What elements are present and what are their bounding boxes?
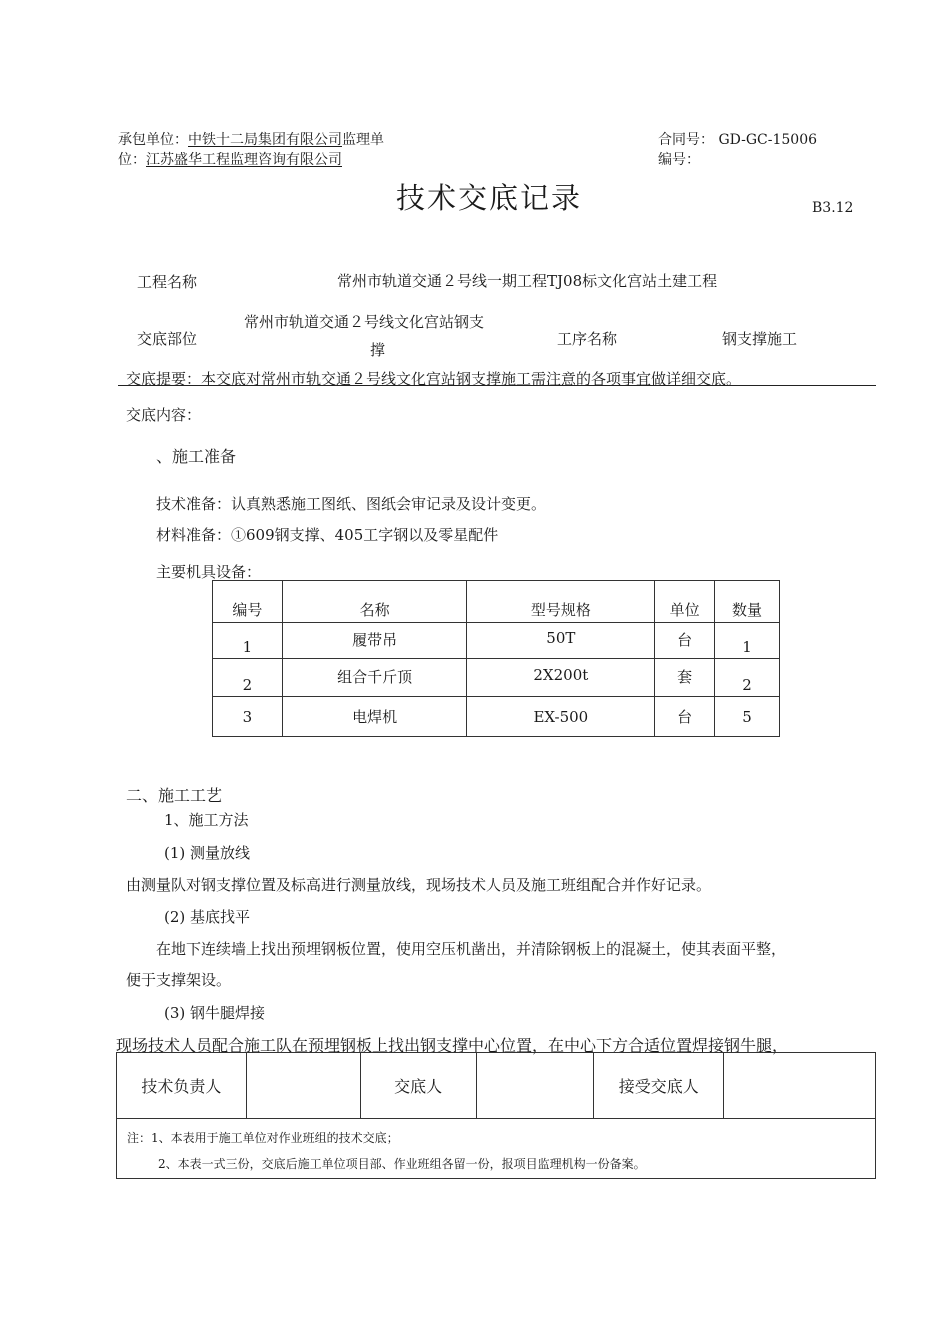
section2-title: 二、施工工艺 — [126, 786, 223, 805]
summary: 交底提要：本交底对常州市轨交通２号线文化宫站钢支撑施工需注意的各项事宜做详细交底。 — [126, 370, 742, 388]
step1-title: (1) 测量放线 — [164, 844, 251, 862]
cell-unit: 台 — [655, 623, 715, 659]
process-label: 工序名称 — [557, 330, 618, 348]
contract-no-value: GD-GC-15006 — [718, 132, 818, 148]
method-title: 1、施工方法 — [164, 811, 249, 829]
equipment-header-row — [213, 581, 780, 623]
location-value-line2: 撑 — [370, 341, 386, 359]
cell-unit: 套 — [655, 659, 715, 697]
cell-no: 1 — [213, 623, 283, 659]
header-cell-spec: 型号规格 — [467, 581, 655, 623]
process-value: 钢支撑施工 — [722, 330, 798, 348]
header-cell-unit: 单位 — [655, 581, 715, 623]
project-name-value: 常州市轨道交通２号线一期工程TJ08标文化宫站土建工程 — [337, 272, 718, 290]
cell-qty: 5 — [715, 697, 780, 737]
equipment-table — [212, 580, 780, 737]
header-cell-no: 编号 — [213, 581, 283, 623]
cell-spec: 2X200t — [467, 659, 655, 697]
cell-unit: 台 — [655, 697, 715, 737]
contract-no-label: 合同号： — [658, 132, 714, 148]
supervisor-line — [118, 149, 342, 169]
presenter-label: 交底人 — [360, 1053, 476, 1119]
step1-text: 由测量队对钢支撑位置及标高进行测量放线，现场技术人员及施工班组配合并作好记录。 — [126, 876, 712, 894]
material-prep: 材料准备：①609钢支撑、405工字钢以及零星配件 — [156, 526, 499, 544]
table-row — [213, 659, 780, 697]
tech-lead-signature-cell — [246, 1053, 360, 1119]
presenter-signature-cell — [476, 1053, 594, 1119]
receiver-label: 接受交底人 — [594, 1053, 724, 1119]
header-cell-name: 名称 — [282, 581, 467, 623]
signature-table — [116, 1052, 876, 1179]
project-name-label: 工程名称 — [137, 273, 198, 291]
supervisor-label-part1: 监理单 — [342, 132, 384, 148]
supervisor-label-part2: 位： — [118, 152, 146, 168]
contractor-value: 中铁十二局集团有限公司 — [188, 132, 342, 148]
cell-name: 电焊机 — [282, 697, 467, 737]
step2-text-line2: 便于支撑架设。 — [126, 971, 232, 989]
serial-no-label: 编号： — [658, 152, 700, 168]
location-value-line1: 常州市轨道交通２号线文化宫站钢支 — [244, 313, 485, 331]
header-cell-qty: 数量 — [715, 581, 780, 623]
tech-prep: 技术准备：认真熟悉施工图纸、图纸会审记录及设计变更。 — [156, 495, 547, 513]
cell-spec: EX-500 — [467, 697, 655, 737]
contractor-line — [118, 129, 384, 149]
cell-name: 组合千斤顶 — [282, 659, 467, 697]
equipment-label: 主要机具设备： — [156, 563, 262, 581]
step3-title: (3) 钢牛腿焊接 — [164, 1004, 266, 1022]
note-line-1: 注：1、本表用于施工单位对作业班组的技术交底； — [127, 1131, 399, 1145]
table-row — [213, 623, 780, 659]
step3-text: 现场技术人员配合施工队在预埋钢板上找出钢支撑中心位置，在中心下方合适位置焊接钢牛腿， — [116, 1036, 789, 1055]
location-label: 交底部位 — [137, 330, 198, 348]
cell-no: 3 — [213, 697, 283, 737]
cell-qty: 2 — [715, 659, 780, 697]
contract-no — [658, 129, 817, 149]
cell-spec: 50T — [467, 623, 655, 659]
cell-name: 履带吊 — [282, 623, 467, 659]
contractor-label: 承包单位： — [118, 132, 188, 148]
cell-qty: 1 — [715, 623, 780, 659]
note-line-2: 2、本表一式三份，交底后施工单位项目部、作业班组各留一份，报项目监理机构一份备案。 — [158, 1157, 646, 1171]
content-heading: 交底内容： — [126, 406, 202, 424]
table-row — [213, 697, 780, 737]
signature-row — [117, 1053, 876, 1119]
step2-title: (2) 基底找平 — [164, 908, 251, 926]
receiver-signature-cell — [724, 1053, 876, 1119]
step2-text-line1: 在地下连续墙上找出预埋钢板位置，使用空压机凿出，并清除钢板上的混凝土，使其表面平整， — [156, 940, 787, 958]
cell-no: 2 — [213, 659, 283, 697]
supervisor-value: 江苏盛华工程监理咨询有限公司 — [146, 152, 342, 168]
section1-title: 、施工准备 — [156, 447, 237, 466]
notes-row — [117, 1119, 876, 1179]
form-code: B3.12 — [812, 200, 854, 216]
summary-divider — [118, 385, 876, 386]
tech-lead-label: 技术负责人 — [117, 1053, 247, 1119]
notes-cell — [117, 1119, 876, 1179]
document-title: 技术交底记录 — [396, 181, 583, 215]
